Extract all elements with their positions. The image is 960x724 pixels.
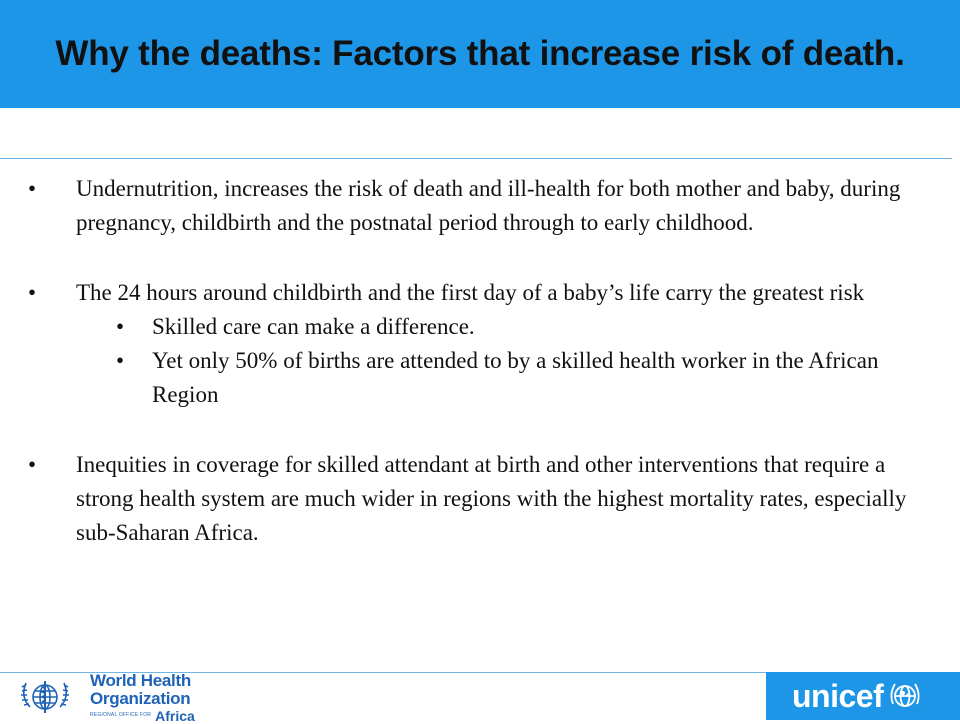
who-region-name: Africa [155, 707, 195, 724]
bullet-text: The 24 hours around childbirth and the first day of a baby’s life carry the greatest risk [76, 280, 865, 305]
bullet-icon: • [28, 176, 37, 201]
slide-title: Why the deaths: Factors that increase risk of death. [55, 34, 905, 73]
bullet-icon: • [28, 280, 37, 305]
bullet-text: Undernutrition, increases the risk of death and ill-health for both mother and baby, during pregnancy, childbirth and the postnatal period through to early childhood. [76, 176, 901, 235]
unicef-emblem-icon [887, 678, 923, 714]
bullet-text: Inequities in coverage for skilled attendant at birth and other interventions that require a strong health system are much wider in regions with the highest mortality rates, especially sub-Saharan Africa. [76, 452, 907, 545]
bullet-item-inequities [28, 448, 938, 550]
bullet-text: Skilled care can make a difference. [152, 314, 475, 339]
unicef-wordmark: unicef [792, 677, 884, 714]
divider-top [0, 158, 952, 159]
bullet-item-24-hours [28, 276, 938, 310]
bullet-list [28, 172, 938, 550]
bullet-icon: • [116, 314, 125, 339]
who-regional-label: REGIONAL OFFICE FOR [90, 712, 152, 718]
sub-bullet-50-percent [28, 344, 938, 412]
who-name-line2: Organization [90, 688, 191, 708]
bullet-text: Yet only 50% of births are attended to by a skilled health worker in the African Region [152, 348, 879, 407]
who-logo [6, 670, 232, 724]
unicef-logo [766, 672, 960, 720]
bullet-item-undernutrition [28, 172, 938, 240]
who-name-line1: World Health [90, 670, 191, 690]
bullet-icon: • [28, 452, 37, 477]
bullet-icon: • [116, 348, 125, 373]
who-emblem-icon [6, 677, 84, 717]
sub-bullet-skilled-care [28, 310, 938, 344]
